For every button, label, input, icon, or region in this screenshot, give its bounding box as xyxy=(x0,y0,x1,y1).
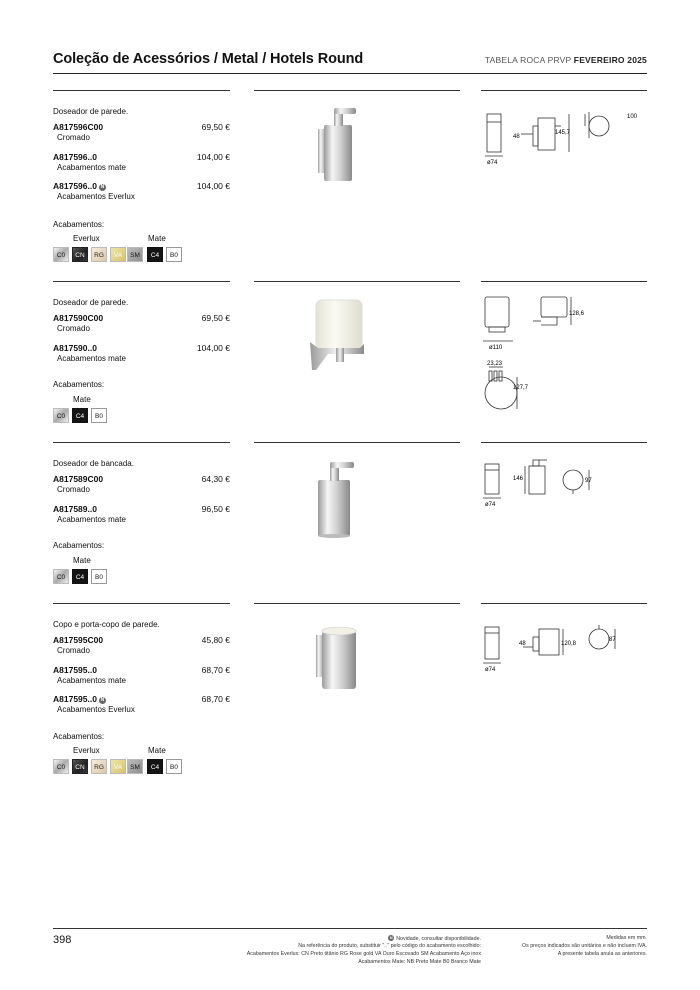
finish-swatch-va: VA xyxy=(110,247,126,262)
finish-swatch-c0: C0 xyxy=(53,569,69,584)
product-description: Doseador de parede. xyxy=(53,107,129,116)
finishes-label: Acabamentos: xyxy=(53,732,105,741)
product-row xyxy=(53,343,230,373)
product-code: A817589C00 xyxy=(53,474,104,484)
new-badge-icon: N xyxy=(100,697,105,703)
wall-ceramic-dispenser-photo xyxy=(306,298,370,374)
product-price: 45,80 € xyxy=(201,635,230,645)
product-list xyxy=(53,635,230,724)
product-row xyxy=(53,504,230,534)
product-code: A817590..0 xyxy=(53,342,97,353)
dimension-drawing xyxy=(481,456,647,516)
dimension-drawing xyxy=(481,617,647,677)
dimension-label: ø74 xyxy=(487,160,498,164)
footer-note: Acabamentos Mate: NB Preto Mate B0 Branco Mate xyxy=(358,959,481,965)
footer-right-note: Medidas em mm. xyxy=(606,935,647,941)
finish-swatch-b0: B0 xyxy=(166,247,182,262)
finish-swatch-c4: C4 xyxy=(147,247,163,262)
dimension-label: 97 xyxy=(585,478,592,484)
product-list xyxy=(53,474,230,533)
dimension-label: ø74 xyxy=(485,667,496,673)
product-code: A817595..0 N xyxy=(53,694,105,704)
finish-swatch-va: VA xyxy=(110,759,126,774)
product-finish: Acabamentos mate xyxy=(57,514,126,524)
mate-group-label: Mate xyxy=(148,746,166,755)
product-finish: Cromado xyxy=(57,485,90,494)
product-price: 96,50 € xyxy=(201,503,230,514)
finishes-label: Acabamentos: xyxy=(53,220,105,229)
product-section-2 xyxy=(0,281,700,443)
product-price: 104,00 € xyxy=(196,151,230,162)
footer-divider xyxy=(53,928,647,929)
finish-swatch-c4: C4 xyxy=(147,759,163,774)
price-table-label: TABELA ROCA PRVP FEVEREIRO 2025 xyxy=(484,55,647,65)
product-code: A817595..0 xyxy=(53,664,97,675)
product-row xyxy=(53,665,230,695)
product-price: 64,30 € xyxy=(201,474,230,484)
section-divider xyxy=(481,442,647,443)
page-title: Coleção de Acessórios / Metal / Hotels Round xyxy=(53,51,364,67)
section-divider xyxy=(254,90,460,91)
dimension-label: 120,8 xyxy=(561,641,577,647)
finish-swatch-c4: C4 xyxy=(72,408,88,423)
product-code: A817595C00 xyxy=(53,635,104,645)
everlux-group-label: Everlux xyxy=(73,234,100,243)
product-row xyxy=(53,152,230,182)
finish-swatch-b0: B0 xyxy=(166,759,182,774)
finish-swatch-rg: RG xyxy=(91,759,107,774)
finish-swatch-rg: RG xyxy=(91,247,107,262)
dimension-label: 23,23 xyxy=(487,361,503,367)
mate-group-label: Mate xyxy=(148,234,166,243)
dimension-label: 127,7 xyxy=(513,385,529,391)
product-price: 104,00 € xyxy=(196,342,230,353)
finishes-label: Acabamentos: xyxy=(53,380,105,389)
dimension-label: 100 xyxy=(627,114,638,120)
dimension-label: ø110 xyxy=(489,345,503,351)
dimension-label: 48 xyxy=(519,641,526,647)
section-divider xyxy=(53,90,230,91)
product-finish: Acabamentos Everlux xyxy=(57,705,135,714)
finish-swatch-c0: C0 xyxy=(53,247,69,262)
section-divider xyxy=(53,281,230,282)
product-section-1 xyxy=(0,90,700,259)
section-divider xyxy=(481,90,647,91)
dimension-drawing xyxy=(481,295,647,425)
finish-swatch-c0: C0 xyxy=(53,759,69,774)
finish-swatch-b0: B0 xyxy=(91,408,107,423)
product-list xyxy=(53,313,230,372)
product-code: A817596..0 xyxy=(53,151,97,162)
product-row xyxy=(53,635,230,665)
footer-note: Acabamentos Everlux: CN Preto titânio RG Rose gold VA Ouro Escovado SM Acabamento Aço inox xyxy=(246,951,481,957)
product-price: 69,50 € xyxy=(201,313,230,323)
footer-right-note: A presente tabela anula as anteriores. xyxy=(557,951,647,957)
product-price: 104,00 € xyxy=(196,181,230,191)
mate-group-label: Mate xyxy=(73,395,91,404)
product-section-4 xyxy=(0,603,700,783)
product-finish: Acabamentos mate xyxy=(57,675,126,685)
product-section-3 xyxy=(0,442,700,604)
finish-swatch-cn: CN xyxy=(72,759,88,774)
product-description: Doseador de parede. xyxy=(53,298,129,307)
product-row xyxy=(53,313,230,343)
footer-note: N Novidade, consultar disponibilidade. xyxy=(389,935,481,942)
new-badge-icon: N xyxy=(389,935,393,940)
product-price: 68,70 € xyxy=(201,664,230,675)
product-finish: Acabamentos mate xyxy=(57,353,126,363)
dimension-label: 48 xyxy=(513,134,520,140)
section-divider xyxy=(254,603,460,604)
wall-tumbler-holder-photo xyxy=(314,621,360,691)
product-code: A817590C00 xyxy=(53,313,104,323)
dimension-drawing xyxy=(481,104,647,164)
section-divider xyxy=(481,281,647,282)
dimension-label: 87 xyxy=(609,637,616,643)
finish-swatch-cn: CN xyxy=(72,247,88,262)
section-divider xyxy=(53,603,230,604)
finish-swatch-c4: C4 xyxy=(72,569,88,584)
section-divider xyxy=(254,281,460,282)
countertop-soap-dispenser-photo xyxy=(312,458,356,538)
wall-soap-dispenser-photo xyxy=(312,105,362,185)
product-row xyxy=(53,474,230,504)
everlux-group-label: Everlux xyxy=(73,746,100,755)
product-row xyxy=(53,694,230,724)
product-price: 68,70 € xyxy=(201,694,230,704)
header-divider xyxy=(53,73,647,74)
product-list xyxy=(53,122,230,211)
footer-right-note: Os preços indicados são unitários e não incluem IVA. xyxy=(521,943,647,949)
dimension-label: 146 xyxy=(513,476,524,482)
product-finish: Cromado xyxy=(57,324,90,333)
section-divider xyxy=(254,442,460,443)
new-badge-icon: N xyxy=(100,184,105,190)
page-number: 398 xyxy=(53,934,72,946)
product-finish: Acabamentos mate xyxy=(57,162,126,172)
dimension-label: 128,6 xyxy=(569,311,585,317)
section-divider xyxy=(53,442,230,443)
finish-swatch-b0: B0 xyxy=(91,569,107,584)
mate-group-label: Mate xyxy=(73,556,91,565)
finishes-label: Acabamentos: xyxy=(53,541,105,550)
finish-swatch-sm: SM xyxy=(127,247,143,262)
product-price: 69,50 € xyxy=(201,122,230,132)
finish-swatch-c0: C0 xyxy=(53,408,69,423)
product-description: Doseador de bancada. xyxy=(53,459,134,468)
product-row xyxy=(53,122,230,152)
dimension-label: ø74 xyxy=(485,502,496,508)
finish-swatch-sm: SM xyxy=(127,759,143,774)
section-divider xyxy=(481,603,647,604)
product-finish: Acabamentos Everlux xyxy=(57,192,135,201)
dimension-label: 145,7 xyxy=(555,130,571,136)
product-description: Copo e porta-copo de parede. xyxy=(53,620,160,629)
product-code: A817596C00 xyxy=(53,122,104,132)
product-finish: Cromado xyxy=(57,646,90,655)
product-code: A817596..0 N xyxy=(53,181,105,191)
product-finish: Cromado xyxy=(57,133,90,142)
footer-note: Na referência do produto, substituir ".." pelo código do acabamento escolhido: xyxy=(298,943,481,949)
product-code: A817589..0 xyxy=(53,503,97,514)
product-row xyxy=(53,181,230,211)
